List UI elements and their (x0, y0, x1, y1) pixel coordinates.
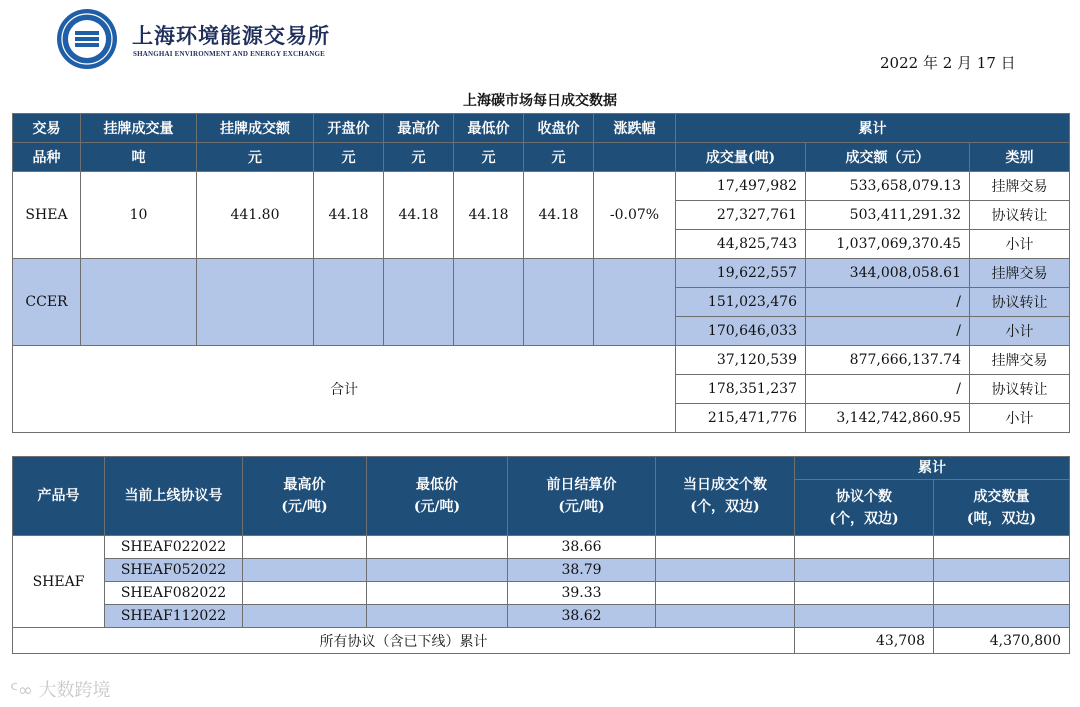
listed-volume: 10 (81, 172, 197, 259)
col-high-unit: (元/吨) (281, 499, 328, 515)
category: 协议转让 (970, 201, 1070, 230)
report-title: 上海碳市场每日成交数据 (463, 93, 617, 109)
open-price (314, 259, 384, 346)
contract-code: SHEAF022022 (105, 536, 243, 559)
high-price (384, 259, 454, 346)
high-price (243, 559, 367, 582)
total-cum-count: 43,708 (795, 628, 934, 654)
col-product-code: 产品号 (13, 457, 105, 536)
settle-price: 39.33 (508, 582, 656, 605)
high-price (243, 605, 367, 628)
low-price (454, 259, 524, 346)
cum-volume: 178,351,237 (676, 375, 806, 404)
col-close: 收盘价 (524, 114, 594, 143)
col-change: 涨跌幅 (594, 114, 676, 143)
table-row (13, 605, 1070, 628)
cum-volume: 215,471,776 (676, 404, 806, 433)
unit-open: 元 (314, 143, 384, 172)
total-label: 所有协议（含已下线）累计 (13, 628, 795, 654)
cum-amount: 533,658,079.13 (806, 172, 970, 201)
daily-trading-table (12, 113, 1070, 433)
close-price (524, 259, 594, 346)
day-count (656, 582, 795, 605)
watermark (10, 676, 111, 702)
col-cum-count-unit: (个，双边) (829, 510, 899, 527)
table-row (13, 172, 1070, 201)
close-price: 44.18 (524, 172, 594, 259)
total-label: 合计 (13, 346, 676, 433)
cum-volume: 44,825,743 (676, 230, 806, 259)
contract-code: SHEAF112022 (105, 605, 243, 628)
cum-amount: / (806, 375, 970, 404)
col-cum-qty-label: 成交数量 (973, 488, 1030, 505)
product-name: SHEA (13, 172, 81, 259)
col-count (656, 457, 795, 536)
header-row-2 (13, 143, 1070, 172)
col-cum-volume: 成交量(吨) (676, 143, 806, 172)
total-row (13, 346, 1070, 375)
low-price (367, 536, 508, 559)
product-code: SHEAF (13, 536, 105, 628)
col-product-2: 品种 (13, 143, 81, 172)
cum-volume: 37,120,539 (676, 346, 806, 375)
col-volume: 挂牌成交量 (81, 114, 197, 143)
report-date: 2022 年 2 月 17 日 (880, 54, 1016, 72)
unit-high: 元 (384, 143, 454, 172)
col-count-unit: (个，双边) (690, 499, 760, 515)
cum-amount: 1,037,069,370.45 (806, 230, 970, 259)
category: 协议转让 (970, 375, 1070, 404)
exchange-logo-icon (56, 8, 118, 70)
category: 小计 (970, 317, 1070, 346)
category: 小计 (970, 230, 1070, 259)
category: 协议转让 (970, 288, 1070, 317)
col-cum-count (795, 480, 934, 536)
col-high (243, 457, 367, 536)
total-cum-qty: 4,370,800 (934, 628, 1070, 654)
settle-price: 38.79 (508, 559, 656, 582)
exchange-header (56, 8, 356, 70)
col-cum-amount: 成交额（元） (806, 143, 970, 172)
category: 挂牌交易 (970, 172, 1070, 201)
price-change (594, 259, 676, 346)
settle-price: 38.66 (508, 536, 656, 559)
table-row (13, 582, 1070, 605)
contract-code: SHEAF052022 (105, 559, 243, 582)
cum-qty (934, 605, 1070, 628)
unit-amount: 元 (197, 143, 314, 172)
cum-count (795, 559, 934, 582)
day-count (656, 559, 795, 582)
col-low-unit: (元/吨) (413, 499, 461, 515)
cum-qty (934, 559, 1070, 582)
day-count (656, 605, 795, 628)
col-low: 最低价 (454, 114, 524, 143)
cum-count (795, 536, 934, 559)
cum-qty (934, 536, 1070, 559)
col-category: 类别 (970, 143, 1070, 172)
col-cumulative: 累计 (795, 457, 1070, 480)
high-price (243, 582, 367, 605)
cum-amount: 877,666,137.74 (806, 346, 970, 375)
unit-close: 元 (524, 143, 594, 172)
listed-volume (81, 259, 197, 346)
low-price (367, 582, 508, 605)
high-price (243, 536, 367, 559)
watermark-text: 大数跨境 (38, 680, 111, 701)
col-low (367, 457, 508, 536)
low-price: 44.18 (454, 172, 524, 259)
cum-amount: 344,008,058.61 (806, 259, 970, 288)
org-name: 上海环境能源交易所 (132, 23, 330, 48)
day-count (656, 536, 795, 559)
category: 小计 (970, 404, 1070, 433)
col-cumulative: 累计 (676, 114, 1070, 143)
cum-count (795, 605, 934, 628)
table-row (13, 536, 1070, 559)
col-low-label: 最低价 (416, 477, 458, 493)
forward-contract-table (12, 456, 1070, 654)
listed-amount: 441.80 (197, 172, 314, 259)
col-settle (508, 457, 656, 536)
org-english-name: SHANGHAI ENVIRONMENT AND ENERGY EXCHANGE (133, 50, 325, 58)
col-cum-qty (934, 480, 1070, 536)
open-price: 44.18 (314, 172, 384, 259)
col-open: 开盘价 (314, 114, 384, 143)
cum-volume: 19,622,557 (676, 259, 806, 288)
col-settle-label: 前日结算价 (546, 477, 617, 493)
cum-volume: 17,497,982 (676, 172, 806, 201)
cum-amount: 503,411,291.32 (806, 201, 970, 230)
table-row (13, 559, 1070, 582)
cum-volume: 170,646,033 (676, 317, 806, 346)
table-row (13, 259, 1070, 288)
header-row-1 (13, 457, 1070, 480)
cum-amount: / (806, 288, 970, 317)
cum-amount: / (806, 317, 970, 346)
cum-amount: 3,142,742,860.95 (806, 404, 970, 433)
col-settle-unit: (元/吨) (558, 499, 605, 515)
col-high-label: 最高价 (283, 477, 326, 493)
header-row-1 (13, 114, 1070, 143)
total-row (13, 628, 1070, 654)
cum-count (795, 582, 934, 605)
contract-code: SHEAF082022 (105, 582, 243, 605)
low-price (367, 559, 508, 582)
category: 挂牌交易 (970, 346, 1070, 375)
price-change: -0.07% (594, 172, 676, 259)
col-product: 交易 (13, 114, 81, 143)
category: 挂牌交易 (970, 259, 1070, 288)
col-count-label: 当日成交个数 (683, 477, 767, 493)
listed-amount (197, 259, 314, 346)
product-name: CCER (13, 259, 81, 346)
watermark-icon: ᑦ∞ (10, 680, 39, 701)
low-price (367, 605, 508, 628)
unit-volume: 吨 (81, 143, 197, 172)
unit-change (594, 143, 676, 172)
col-amount: 挂牌成交额 (197, 114, 314, 143)
cum-volume: 27,327,761 (676, 201, 806, 230)
col-cum-count-label: 协议个数 (836, 488, 892, 505)
unit-low: 元 (454, 143, 524, 172)
cum-volume: 151,023,476 (676, 288, 806, 317)
col-high: 最高价 (384, 114, 454, 143)
col-contract: 当前上线协议号 (105, 457, 243, 536)
col-cum-qty-unit: (吨，双边) (966, 510, 1037, 527)
settle-price: 38.62 (508, 605, 656, 628)
high-price: 44.18 (384, 172, 454, 259)
cum-qty (934, 582, 1070, 605)
